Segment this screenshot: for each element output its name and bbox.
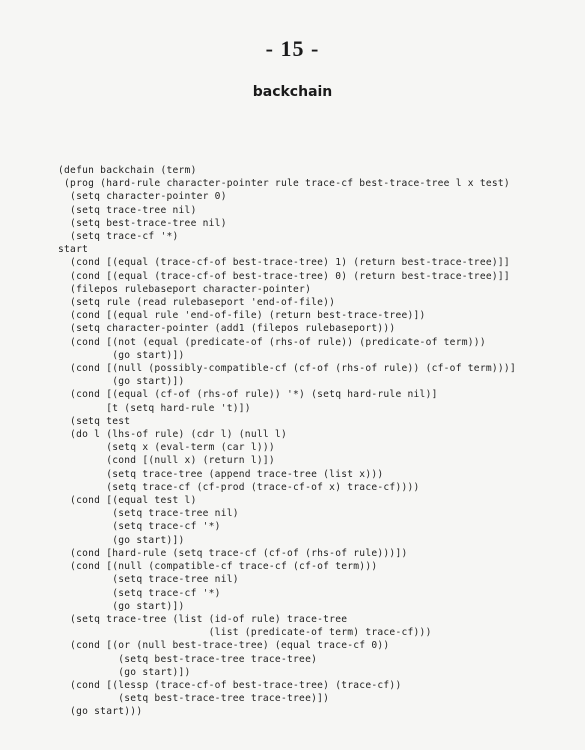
page-number: - 15 - <box>265 36 320 61</box>
section-title: backchain <box>252 84 333 100</box>
code-listing: (defun backchain (term) (prog (hard-rule character-pointer rule trace-cf best-trace-tree l x test) (setq character-pointer 0) (setq trace-tree nil) (setq best-trace-tree nil) (setq trace-cf '*) start (cond [(equal (trace-cf-of best-trace-tree) 1) (return best-trace-tree)]] (cond [(equal (trace-cf-of best-trace-tree) 0) (return best-trace-tree)]] (filepos rulebaseport character-pointer) (setq rule (read rulebaseport 'end-of-file)) (cond [(equal rule 'end-of-file) (return best-trace-tree)]) (setq character-pointer (add1 (filepos rulebaseport))) (cond [(not (equal (predicate-of (rhs-of rule)) (predicate-of term))) (go start)]) (cond [(null (possibly-compatible-cf (cf-of (rhs-of rule)) (cf-of term)))] (go start)]) (cond [(equal (cf-of (rhs-of rule)) '*) (setq hard-rule nil)] [t (setq hard-rule 't)]) (setq test (do l (lhs-of rule) (cdr l) (null l) (setq x (eval-term (car l))) (cond [(null x) (return l)]) (setq trace-tree (append trace-tree (list x))) (setq trace-cf (cf-prod (trace-cf-of x) trace-cf)))) (cond [(equal test l) (setq trace-tree nil) (setq trace-cf '*) (go start)]) (cond [hard-rule (setq trace-cf (cf-of (rhs-of rule)))]) (cond [(null (compatible-cf trace-cf (cf-of term))) (setq trace-tree nil) (setq trace-cf '*) (go start)]) (setq trace-tree (list (id-of rule) trace-tree (list (predicate-of term) trace-cf))) (cond [(or (null best-trace-tree) (equal trace-cf 0)) (setq best-trace-tree trace-tree) (go start)]) (cond [(lessp (trace-cf-of best-trace-tree) (trace-cf)) (setq best-trace-tree trace-tree)]) (go start))) <box>58 165 516 718</box>
